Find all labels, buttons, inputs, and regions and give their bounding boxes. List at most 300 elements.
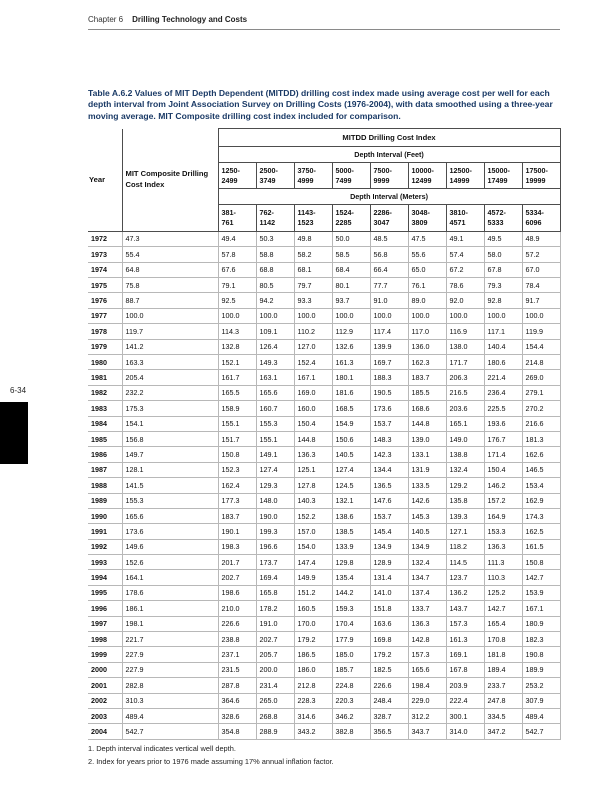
composite-value-cell: 119.7 (122, 324, 218, 339)
index-value-cell: 164.9 (484, 508, 522, 523)
meters-range-header: 4572- 5333 (484, 205, 522, 231)
index-value-cell: 182.3 (522, 632, 560, 647)
index-value-cell: 135.8 (446, 493, 484, 508)
index-value-cell: 114.5 (446, 555, 484, 570)
index-value-cell: 138.8 (446, 447, 484, 462)
index-value-cell: 139.0 (408, 431, 446, 446)
index-value-cell: 114.3 (218, 324, 256, 339)
index-value-cell: 124.5 (332, 478, 370, 493)
table-row (88, 662, 560, 677)
index-value-cell: 92.8 (484, 293, 522, 308)
index-value-cell: 128.9 (370, 555, 408, 570)
index-value-cell: 152.3 (218, 462, 256, 477)
index-value-cell: 127.4 (256, 462, 294, 477)
index-value-cell: 170.8 (484, 632, 522, 647)
index-value-cell: 137.4 (408, 585, 446, 600)
index-value-cell: 127.0 (294, 339, 332, 354)
index-value-cell: 49.8 (294, 231, 332, 246)
index-value-cell: 253.2 (522, 678, 560, 693)
year-cell: 1978 (88, 324, 122, 339)
index-value-cell: 132.1 (332, 493, 370, 508)
index-value-cell: 238.8 (218, 632, 256, 647)
index-value-cell: 151.2 (294, 585, 332, 600)
index-value-cell: 154.9 (332, 416, 370, 431)
index-value-cell: 162.4 (218, 478, 256, 493)
index-value-cell: 111.3 (484, 555, 522, 570)
index-value-cell: 134.9 (408, 539, 446, 554)
index-value-cell: 202.7 (218, 570, 256, 585)
index-value-cell: 228.3 (294, 693, 332, 708)
index-value-cell: 76.1 (408, 278, 446, 293)
composite-value-cell: 227.9 (122, 662, 218, 677)
feet-range-header: 3750- 4999 (294, 163, 332, 189)
index-value-cell: 142.3 (370, 447, 408, 462)
composite-value-cell: 155.3 (122, 493, 218, 508)
index-value-cell: 173.6 (370, 401, 408, 416)
index-value-cell: 142.7 (522, 570, 560, 585)
composite-value-cell: 175.3 (122, 401, 218, 416)
index-value-cell: 48.9 (522, 231, 560, 246)
index-value-cell: 185.5 (408, 385, 446, 400)
index-value-cell: 119.9 (522, 324, 560, 339)
index-value-cell: 89.0 (408, 293, 446, 308)
index-value-cell: 65.0 (408, 262, 446, 277)
index-value-cell: 182.5 (370, 662, 408, 677)
index-value-cell: 131.4 (370, 570, 408, 585)
index-value-cell: 268.8 (256, 708, 294, 723)
index-value-cell: 58.8 (256, 247, 294, 262)
table-row (88, 355, 560, 370)
index-value-cell: 225.5 (484, 401, 522, 416)
index-value-cell: 161.3 (332, 355, 370, 370)
index-value-cell: 50.3 (256, 231, 294, 246)
index-value-cell: 49.5 (484, 231, 522, 246)
index-value-cell: 165.5 (218, 385, 256, 400)
index-value-cell: 161.5 (522, 539, 560, 554)
index-value-cell: 190.0 (256, 508, 294, 523)
index-value-cell: 58.0 (484, 247, 522, 262)
feet-range-header: 15000- 17499 (484, 163, 522, 189)
index-value-cell: 150.8 (522, 555, 560, 570)
index-value-cell: 168.5 (332, 401, 370, 416)
meters-range-header: 3810- 4571 (446, 205, 484, 231)
year-cell: 2002 (88, 693, 122, 708)
index-value-cell: 157.3 (408, 647, 446, 662)
index-value-cell: 57.8 (218, 247, 256, 262)
table-row (88, 339, 560, 354)
index-value-cell: 165.6 (408, 662, 446, 677)
index-value-cell: 129.2 (446, 478, 484, 493)
table-row (88, 324, 560, 339)
index-value-cell: 177.3 (218, 493, 256, 508)
composite-value-cell: 165.6 (122, 508, 218, 523)
year-cell: 1976 (88, 293, 122, 308)
table-caption: Table A.6.2 Values of MIT Depth Dependent (MITDD) drilling cost index made using average cost per well for each depth interval from Joint Association Survey on Drilling Costs (1976-2004), with data smoothed using a three-year moving average. MIT Composite drilling cost index included for comparison. (88, 88, 553, 121)
index-value-cell: 169.7 (370, 355, 408, 370)
index-value-cell: 205.7 (256, 647, 294, 662)
index-value-cell: 171.7 (446, 355, 484, 370)
index-value-cell: 80.1 (332, 278, 370, 293)
index-value-cell: 328.7 (370, 708, 408, 723)
index-value-cell: 148.0 (256, 493, 294, 508)
index-value-cell: 167.8 (446, 662, 484, 677)
composite-value-cell: 88.7 (122, 293, 218, 308)
table-row (88, 616, 560, 631)
index-value-cell: 334.5 (484, 708, 522, 723)
index-value-cell: 145.3 (408, 508, 446, 523)
index-value-cell: 190.8 (522, 647, 560, 662)
year-cell: 1998 (88, 632, 122, 647)
index-value-cell: 220.3 (332, 693, 370, 708)
index-value-cell: 151.8 (370, 601, 408, 616)
index-value-cell: 265.0 (256, 693, 294, 708)
index-value-cell: 116.9 (446, 324, 484, 339)
year-cell: 1995 (88, 585, 122, 600)
index-value-cell: 78.4 (522, 278, 560, 293)
meters-range-header: 381- 761 (218, 205, 256, 231)
table-row (88, 601, 560, 616)
feet-range-header: 17500- 19999 (522, 163, 560, 189)
index-value-cell: 170.4 (332, 616, 370, 631)
index-value-cell: 160.5 (294, 601, 332, 616)
index-value-cell: 221.4 (484, 370, 522, 385)
year-cell: 1993 (88, 555, 122, 570)
table-row (88, 231, 560, 246)
composite-value-cell: 205.4 (122, 370, 218, 385)
index-value-cell: 143.7 (446, 601, 484, 616)
index-value-cell: 162.6 (522, 447, 560, 462)
index-value-cell: 150.8 (218, 447, 256, 462)
feet-range-header: 7500- 9999 (370, 163, 408, 189)
index-value-cell: 133.7 (408, 601, 446, 616)
feet-range-header: 12500- 14999 (446, 163, 484, 189)
index-value-cell: 138.5 (332, 524, 370, 539)
index-value-cell: 149.3 (256, 355, 294, 370)
index-value-cell: 93.7 (332, 293, 370, 308)
index-value-cell: 138.6 (332, 508, 370, 523)
index-value-cell: 153.4 (522, 478, 560, 493)
index-value-cell: 165.6 (256, 385, 294, 400)
index-value-cell: 134.4 (370, 462, 408, 477)
index-value-cell: 163.1 (256, 370, 294, 385)
index-value-cell: 343.7 (408, 724, 446, 739)
index-value-cell: 314.0 (446, 724, 484, 739)
table-row (88, 247, 560, 262)
index-value-cell: 177.9 (332, 632, 370, 647)
year-cell: 1985 (88, 431, 122, 446)
composite-value-cell: 64.8 (122, 262, 218, 277)
index-value-cell: 100.0 (256, 308, 294, 323)
index-value-cell: 343.2 (294, 724, 332, 739)
index-value-cell: 162.5 (522, 524, 560, 539)
index-value-cell: 57.4 (446, 247, 484, 262)
header-row-group (88, 129, 560, 147)
index-value-cell: 160.7 (256, 401, 294, 416)
table-row (88, 416, 560, 431)
index-value-cell: 236.4 (484, 385, 522, 400)
index-value-cell: 212.8 (294, 678, 332, 693)
index-value-cell: 79.3 (484, 278, 522, 293)
table-row (88, 693, 560, 708)
index-value-cell: 153.7 (370, 416, 408, 431)
index-value-cell: 190.5 (370, 385, 408, 400)
index-value-cell: 347.2 (484, 724, 522, 739)
index-value-cell: 133.5 (408, 478, 446, 493)
index-value-cell: 100.0 (370, 308, 408, 323)
composite-value-cell: 163.3 (122, 355, 218, 370)
index-value-cell: 136.5 (370, 478, 408, 493)
index-value-cell: 307.9 (522, 693, 560, 708)
table-row (88, 632, 560, 647)
year-cell: 1979 (88, 339, 122, 354)
footnotes (88, 744, 560, 770)
index-value-cell: 157.3 (446, 616, 484, 631)
index-value-cell: 269.0 (522, 370, 560, 385)
composite-value-cell: 47.3 (122, 231, 218, 246)
year-cell: 1991 (88, 524, 122, 539)
index-value-cell: 160.0 (294, 401, 332, 416)
index-value-cell: 226.6 (370, 678, 408, 693)
index-value-cell: 152.4 (294, 355, 332, 370)
index-value-cell: 180.6 (484, 355, 522, 370)
index-value-cell: 152.2 (294, 508, 332, 523)
year-cell: 1986 (88, 447, 122, 462)
year-cell: 1980 (88, 355, 122, 370)
year-cell: 1994 (88, 570, 122, 585)
index-value-cell: 136.3 (484, 539, 522, 554)
meters-range-header: 3048- 3809 (408, 205, 446, 231)
index-value-cell: 185.0 (332, 647, 370, 662)
index-value-cell: 181.6 (332, 385, 370, 400)
index-value-cell: 224.8 (332, 678, 370, 693)
index-value-cell: 171.4 (484, 447, 522, 462)
index-value-cell: 144.2 (332, 585, 370, 600)
index-value-cell: 132.8 (218, 339, 256, 354)
year-cell: 1990 (88, 508, 122, 523)
index-value-cell: 148.3 (370, 431, 408, 446)
index-value-cell: 149.9 (294, 570, 332, 585)
index-value-cell: 287.8 (218, 678, 256, 693)
index-value-cell: 153.9 (522, 585, 560, 600)
index-value-cell: 186.0 (294, 662, 332, 677)
index-value-cell: 141.0 (370, 585, 408, 600)
year-cell: 1987 (88, 462, 122, 477)
index-value-cell: 279.1 (522, 385, 560, 400)
index-value-cell: 200.0 (256, 662, 294, 677)
index-value-cell: 183.7 (408, 370, 446, 385)
index-value-cell: 179.2 (294, 632, 332, 647)
index-value-cell: 100.0 (522, 308, 560, 323)
index-value-cell: 222.4 (446, 693, 484, 708)
index-value-cell: 183.7 (218, 508, 256, 523)
year-cell: 2004 (88, 724, 122, 739)
index-value-cell: 169.4 (256, 570, 294, 585)
year-cell: 1997 (88, 616, 122, 631)
table-row (88, 724, 560, 739)
index-value-cell: 193.6 (484, 416, 522, 431)
meters-range-header: 5334- 6096 (522, 205, 560, 231)
table-row (88, 293, 560, 308)
index-value-cell: 247.8 (484, 693, 522, 708)
index-value-cell: 129.8 (332, 555, 370, 570)
index-value-cell: 109.1 (256, 324, 294, 339)
index-value-cell: 149.1 (256, 447, 294, 462)
composite-value-cell: 282.8 (122, 678, 218, 693)
index-value-cell: 288.9 (256, 724, 294, 739)
index-value-cell: 354.8 (218, 724, 256, 739)
table-row (88, 447, 560, 462)
index-value-cell: 67.0 (522, 262, 560, 277)
index-value-cell: 189.4 (484, 662, 522, 677)
index-value-cell: 165.1 (446, 416, 484, 431)
index-value-cell: 147.4 (294, 555, 332, 570)
composite-value-cell: 186.1 (122, 601, 218, 616)
index-value-cell: 198.4 (408, 678, 446, 693)
index-value-cell: 163.6 (370, 616, 408, 631)
feet-range-header: 2500- 3749 (256, 163, 294, 189)
index-value-cell: 94.2 (256, 293, 294, 308)
index-value-cell: 57.2 (522, 247, 560, 262)
meters-range-header: 1143- 1523 (294, 205, 332, 231)
index-value-cell: 216.5 (446, 385, 484, 400)
composite-value-cell: 232.2 (122, 385, 218, 400)
index-value-cell: 364.6 (218, 693, 256, 708)
composite-value-cell: 164.1 (122, 570, 218, 585)
index-value-cell: 58.5 (332, 247, 370, 262)
index-value-cell: 136.0 (408, 339, 446, 354)
table-row (88, 508, 560, 523)
index-value-cell: 100.0 (218, 308, 256, 323)
composite-value-cell: 154.1 (122, 416, 218, 431)
index-value-cell: 140.4 (484, 339, 522, 354)
table-row (88, 524, 560, 539)
index-value-cell: 314.6 (294, 708, 332, 723)
index-value-cell: 80.5 (256, 278, 294, 293)
index-value-cell: 152.1 (218, 355, 256, 370)
index-value-cell: 134.7 (408, 570, 446, 585)
running-header (88, 15, 560, 30)
index-value-cell: 49.1 (446, 231, 484, 246)
index-value-cell: 174.3 (522, 508, 560, 523)
index-value-cell: 140.5 (408, 524, 446, 539)
index-value-cell: 181.3 (522, 431, 560, 446)
index-value-cell: 136.2 (446, 585, 484, 600)
year-cell: 1981 (88, 370, 122, 385)
index-value-cell: 123.7 (446, 570, 484, 585)
index-value-cell: 126.4 (256, 339, 294, 354)
year-cell: 1977 (88, 308, 122, 323)
table-row (88, 385, 560, 400)
index-value-cell: 180.1 (332, 370, 370, 385)
feet-interval-label: Depth Interval (Feet) (218, 147, 560, 163)
index-value-cell: 198.6 (218, 585, 256, 600)
index-value-cell: 133.1 (408, 447, 446, 462)
year-cell: 2001 (88, 678, 122, 693)
index-value-cell: 169.0 (294, 385, 332, 400)
feet-range-header: 5000- 7499 (332, 163, 370, 189)
page-number: 6-34 (10, 386, 27, 395)
index-value-cell: 100.0 (294, 308, 332, 323)
index-value-cell: 154.4 (522, 339, 560, 354)
index-value-cell: 328.6 (218, 708, 256, 723)
index-value-cell: 162.3 (408, 355, 446, 370)
index-value-cell: 150.6 (332, 431, 370, 446)
meters-range-header: 1524- 2285 (332, 205, 370, 231)
index-value-cell: 117.0 (408, 324, 446, 339)
table-row (88, 708, 560, 723)
index-value-cell: 154.0 (294, 539, 332, 554)
index-value-cell: 233.7 (484, 678, 522, 693)
index-value-cell: 153.3 (484, 524, 522, 539)
year-cell: 1983 (88, 401, 122, 416)
index-value-cell: 79.1 (218, 278, 256, 293)
index-value-cell: 146.5 (522, 462, 560, 477)
index-value-cell: 79.7 (294, 278, 332, 293)
index-value-cell: 167.1 (294, 370, 332, 385)
index-value-cell: 112.9 (332, 324, 370, 339)
drilling-cost-index-table (88, 128, 561, 740)
index-value-cell: 91.0 (370, 293, 408, 308)
index-value-cell: 346.2 (332, 708, 370, 723)
index-value-cell: 190.1 (218, 524, 256, 539)
year-cell: 1988 (88, 478, 122, 493)
chapter-tab-marker (0, 402, 28, 464)
index-value-cell: 214.8 (522, 355, 560, 370)
index-value-cell: 56.8 (370, 247, 408, 262)
year-column-header: Year (88, 129, 122, 232)
index-value-cell: 117.1 (484, 324, 522, 339)
table-row (88, 401, 560, 416)
index-value-cell: 138.0 (446, 339, 484, 354)
composite-value-cell: 141.5 (122, 478, 218, 493)
index-value-cell: 300.1 (446, 708, 484, 723)
index-value-cell: 55.6 (408, 247, 446, 262)
index-value-cell: 68.8 (256, 262, 294, 277)
index-value-cell: 110.3 (484, 570, 522, 585)
table-row (88, 493, 560, 508)
index-value-cell: 131.9 (408, 462, 446, 477)
index-value-cell: 176.7 (484, 431, 522, 446)
index-value-cell: 77.7 (370, 278, 408, 293)
composite-value-cell: 149.7 (122, 447, 218, 462)
index-value-cell: 140.5 (332, 447, 370, 462)
table-row (88, 308, 560, 323)
index-value-cell: 68.1 (294, 262, 332, 277)
composite-value-cell: 128.1 (122, 462, 218, 477)
index-value-cell: 181.8 (484, 647, 522, 662)
index-value-cell: 162.9 (522, 493, 560, 508)
index-value-cell: 133.9 (332, 539, 370, 554)
index-value-cell: 134.9 (370, 539, 408, 554)
index-value-cell: 312.2 (408, 708, 446, 723)
table-row (88, 370, 560, 385)
index-value-cell: 50.0 (332, 231, 370, 246)
index-value-cell: 146.2 (484, 478, 522, 493)
composite-value-cell: 173.6 (122, 524, 218, 539)
meters-range-header: 2286- 3047 (370, 205, 408, 231)
index-value-cell: 206.3 (446, 370, 484, 385)
index-value-cell: 168.6 (408, 401, 446, 416)
composite-value-cell: 149.6 (122, 539, 218, 554)
year-cell: 2000 (88, 662, 122, 677)
feet-range-header: 10000- 12499 (408, 163, 446, 189)
index-value-cell: 127.1 (446, 524, 484, 539)
composite-value-cell: 310.3 (122, 693, 218, 708)
year-cell: 1999 (88, 647, 122, 662)
table-row (88, 478, 560, 493)
index-value-cell: 202.7 (256, 632, 294, 647)
index-value-cell: 100.0 (484, 308, 522, 323)
